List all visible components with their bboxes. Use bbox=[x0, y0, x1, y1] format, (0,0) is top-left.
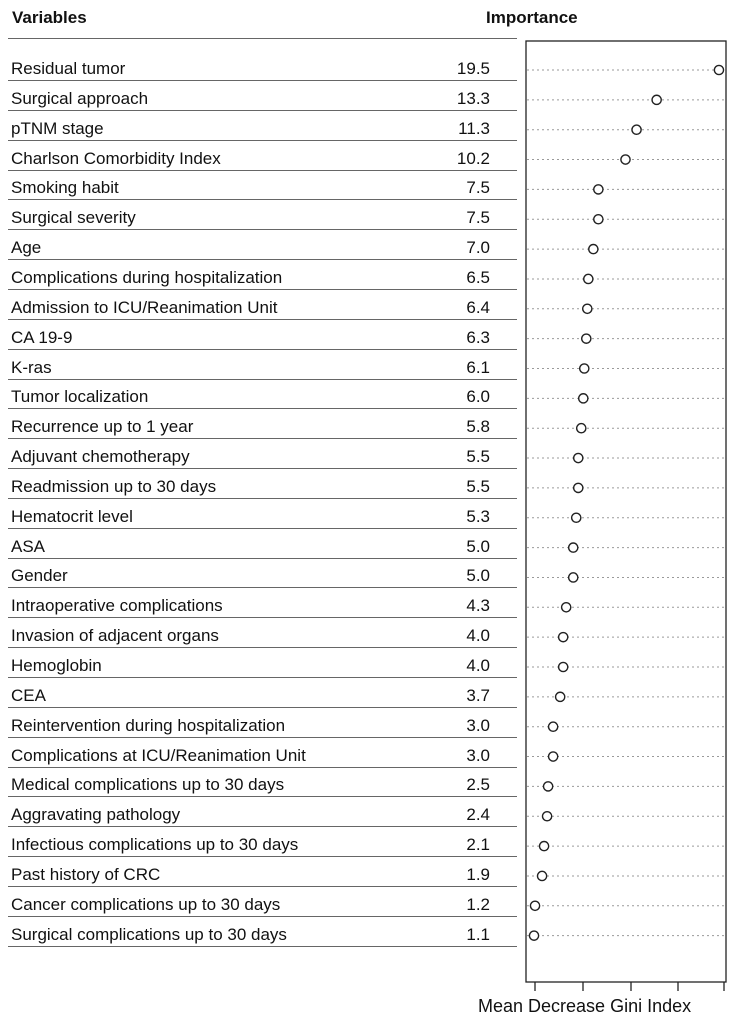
variable-name: CA 19-9 bbox=[11, 327, 73, 347]
variable-name: ASA bbox=[11, 536, 46, 556]
data-point bbox=[539, 842, 548, 851]
variable-name: Recurrence up to 1 year bbox=[11, 417, 194, 437]
importance-value: 13.3 bbox=[456, 88, 490, 108]
data-point bbox=[529, 931, 538, 940]
importance-value: 11.3 bbox=[458, 118, 490, 138]
importance-value: 19.5 bbox=[456, 59, 490, 78]
variable-name: Invasion of adjacent organs bbox=[11, 626, 219, 646]
importance-value: 4.0 bbox=[466, 626, 490, 646]
x-axis-label: Mean Decrease Gini Index bbox=[478, 996, 692, 1016]
importance-value: 3.7 bbox=[466, 685, 490, 705]
variable-name: Cancer complications up to 30 days bbox=[11, 894, 281, 914]
variable-name: K-ras bbox=[11, 357, 52, 377]
data-point bbox=[572, 513, 581, 522]
data-point bbox=[569, 543, 578, 552]
data-point bbox=[562, 603, 571, 612]
data-point bbox=[559, 633, 568, 642]
data-point bbox=[574, 453, 583, 462]
variable-name: Surgical approach bbox=[11, 88, 149, 108]
importance-value: 6.5 bbox=[466, 267, 490, 287]
data-point bbox=[594, 215, 603, 224]
variable-name: pTNM stage bbox=[11, 118, 104, 138]
variable-name: Aggravating pathology bbox=[11, 805, 181, 825]
variable-name: Tumor localization bbox=[11, 387, 149, 407]
data-point bbox=[559, 662, 568, 671]
importance-value: 3.0 bbox=[466, 745, 490, 765]
data-point bbox=[714, 65, 723, 74]
data-point bbox=[580, 364, 589, 373]
variable-name: Age bbox=[11, 238, 42, 258]
importance-value: 6.0 bbox=[466, 387, 490, 407]
variable-name: Intraoperative complications bbox=[11, 596, 223, 616]
importance-value: 3.0 bbox=[466, 715, 490, 735]
variable-name: Gender bbox=[11, 566, 68, 586]
importance-value: 2.1 bbox=[466, 835, 490, 855]
variable-name: Surgical severity bbox=[11, 208, 136, 228]
data-point bbox=[589, 245, 598, 254]
data-point bbox=[583, 304, 592, 313]
importance-value: 5.5 bbox=[466, 476, 490, 496]
importance-value: 10.2 bbox=[456, 148, 490, 168]
variable-name: Infectious complications up to 30 days bbox=[11, 835, 299, 855]
importance-header: Importance bbox=[486, 8, 578, 27]
data-point bbox=[652, 95, 661, 104]
data-point bbox=[530, 901, 539, 910]
importance-value: 6.3 bbox=[466, 327, 490, 347]
data-point bbox=[584, 274, 593, 283]
variable-name: Medical complications up to 30 days bbox=[11, 775, 285, 795]
importance-value: 7.5 bbox=[466, 208, 490, 228]
importance-value: 1.9 bbox=[466, 864, 490, 884]
variable-name: Complications during hospitalization bbox=[11, 267, 283, 287]
variable-name: Hematocrit level bbox=[11, 506, 133, 526]
variable-name: Smoking habit bbox=[11, 178, 119, 198]
importance-value: 1.2 bbox=[466, 894, 490, 914]
importance-value: 7.5 bbox=[466, 178, 490, 198]
importance-value: 6.4 bbox=[466, 297, 490, 317]
data-point bbox=[621, 155, 630, 164]
variable-name: CEA bbox=[11, 685, 46, 705]
plot-frame bbox=[526, 41, 726, 982]
variable-name: Readmission up to 30 days bbox=[11, 476, 217, 496]
importance-value: 2.5 bbox=[466, 775, 490, 795]
variable-name: Residual tumor bbox=[11, 59, 126, 78]
data-point bbox=[537, 871, 546, 880]
variable-name: Past history of CRC bbox=[11, 864, 161, 884]
data-point bbox=[549, 722, 558, 731]
importance-value: 1.1 bbox=[466, 924, 490, 944]
data-point bbox=[582, 334, 591, 343]
importance-value: 5.3 bbox=[466, 506, 490, 526]
data-point bbox=[594, 185, 603, 194]
importance-value: 5.0 bbox=[466, 566, 490, 586]
variable-name: Complications at ICU/Reanimation Unit bbox=[11, 745, 306, 765]
data-point bbox=[579, 394, 588, 403]
variable-name: Reintervention during hospitalization bbox=[11, 715, 286, 735]
variable-name: Hemoglobin bbox=[11, 656, 102, 675]
data-point bbox=[543, 812, 552, 821]
variables-header: Variables bbox=[12, 8, 87, 27]
importance-value: 4.3 bbox=[466, 596, 490, 616]
data-point bbox=[569, 573, 578, 582]
data-point bbox=[556, 692, 565, 701]
importance-value: 5.8 bbox=[466, 417, 490, 437]
data-point bbox=[549, 752, 558, 761]
importance-value: 7.0 bbox=[466, 238, 490, 258]
variable-name: Admission to ICU/Reanimation Unit bbox=[11, 297, 278, 317]
variable-name: Adjuvant chemotherapy bbox=[11, 447, 190, 467]
importance-value: 6.1 bbox=[466, 357, 490, 377]
data-point bbox=[577, 424, 586, 433]
data-point bbox=[574, 483, 583, 492]
importance-value: 2.4 bbox=[466, 805, 490, 825]
data-point bbox=[544, 782, 553, 791]
variable-name: Charlson Comorbidity Index bbox=[11, 148, 221, 168]
data-point bbox=[632, 125, 641, 134]
importance-value: 5.0 bbox=[466, 536, 490, 556]
variable-name: Surgical complications up to 30 days bbox=[11, 924, 287, 944]
importance-value: 4.0 bbox=[466, 656, 490, 675]
importance-value: 5.5 bbox=[466, 447, 490, 467]
